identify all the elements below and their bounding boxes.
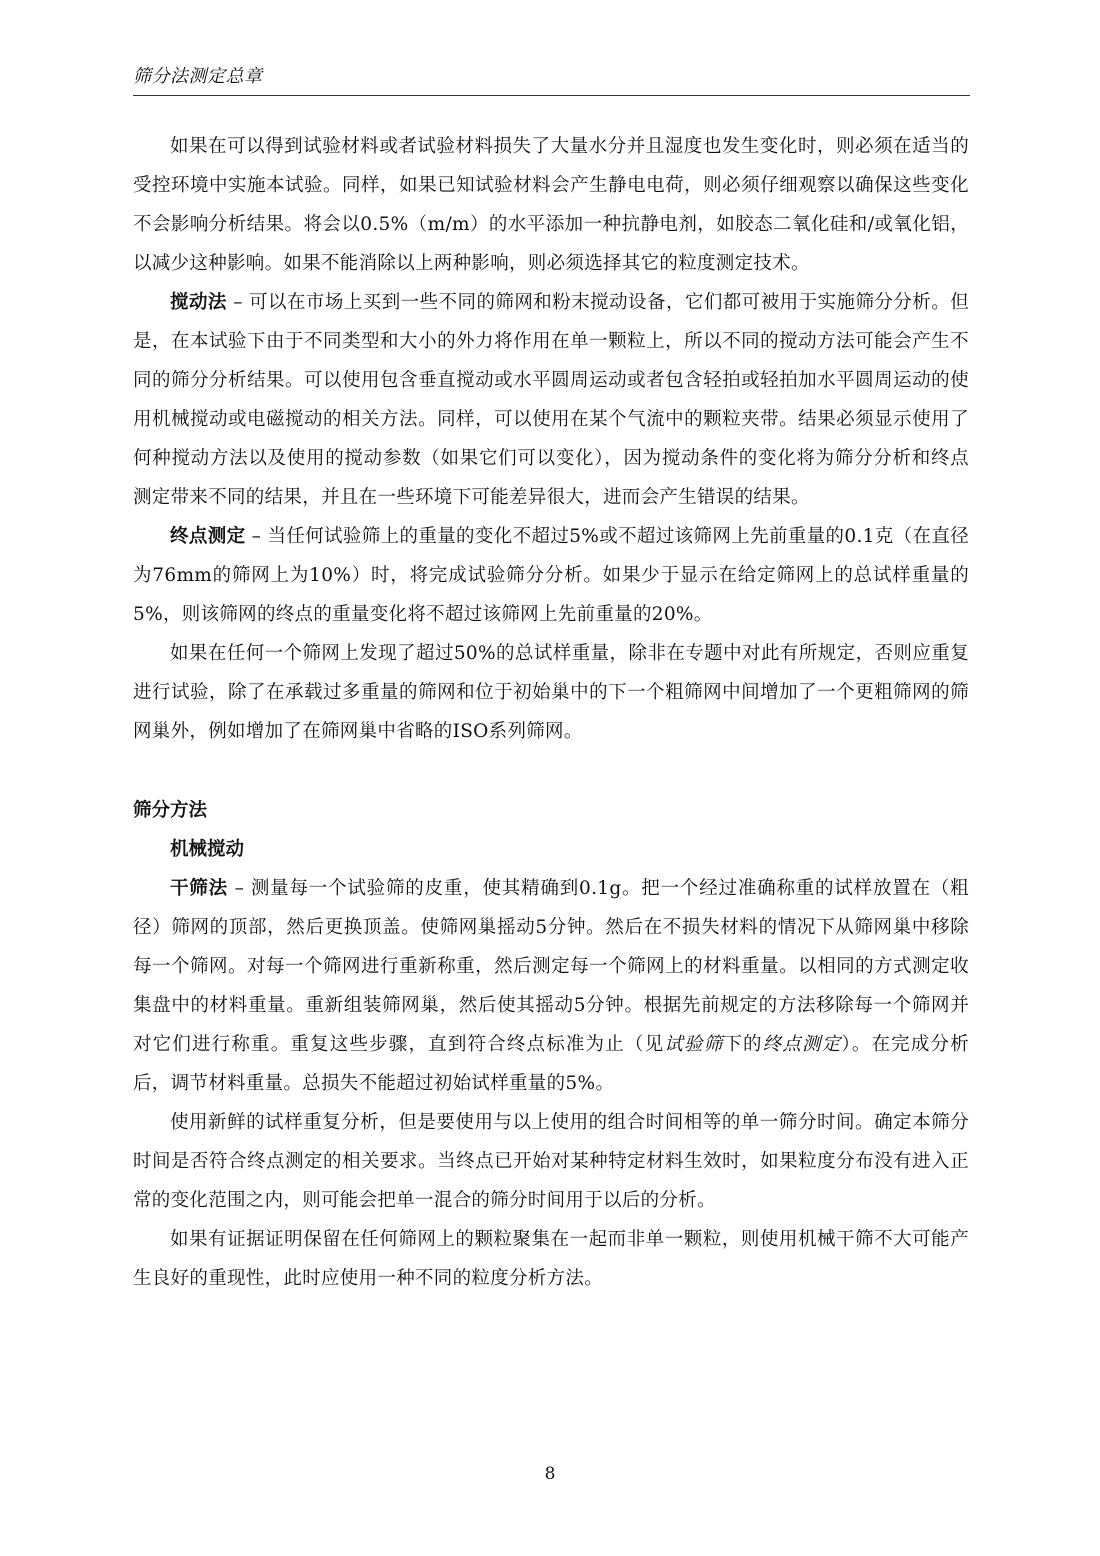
term-agitation: 搅动法 <box>170 292 227 313</box>
page-number: 8 <box>544 1464 556 1484</box>
dry-sieving-text-a: – 测量每一个试验筛的皮重，使其精确到0.1g。把一个经过准确称重的试样放置在（粗径）筛网的顶部，然后更换顶盖。使筛网巢摇动5分钟。然后在不损失材料的情况下从筛网巢中移除每一个筛网。对每一个筛网进行重新称重，然后测定每一个筛网上的材料重量。以相同的方式测定收集盘中的材料重量。重新组装筛网巢，然后使其摇动5分钟。根据先前规定的方法移除每一个筛网并对它们进行称重。重复这些步骤，直到符合终点标准为止（见 <box>133 878 969 1055</box>
paragraph-fresh-sample: 使用新鲜的试样重复分析，但是要使用与以上使用的组合时间相等的单一筛分时间。确定本筛分时间是否符合终点测定的相关要求。当终点已开始对某种特定材料生效时，如果粒度分布没有进入正常的变化范围之内，则可能会把单一混合的筛分时间用于以后的分析。 <box>133 1112 969 1211</box>
dry-sieving-text-c: ）。在完成分析后，调节材料重量。总损失不能超过初始试样重量的5%。 <box>133 1034 970 1094</box>
paragraph-agitation <box>133 283 969 517</box>
term-dry-sieving: 干筛法 <box>170 878 228 899</box>
reference-test-sieves: 试验筛 <box>664 1034 724 1055</box>
document-body <box>133 127 969 1298</box>
term-endpoint: 终点测定 <box>170 526 246 547</box>
paragraph-environment: 如果在可以得到试验材料或者试验材料损失了大量水分并且湿度也发生变化时，则必须在适当的受控环境中实施本试验。同样，如果已知试验材料会产生静电电荷，则必须仔细观察以确保这些变化不会影响分析结果。将会以0.5%（m/m）的水平添加一种抗静电剂，如胶态二氧化硅和/或氧化铝，以减少这种影响。如果不能消除以上两种影响，则必须选择其它的粒度测定技术。 <box>133 136 969 274</box>
section-heading: 筛分方法 <box>133 800 208 821</box>
paragraph-endpoint <box>133 517 969 634</box>
paragraph-dry-sieving <box>133 869 969 1103</box>
endpoint-text: – 当任何试验筛上的重量的变化不超过5%或不超过该筛网上先前重量的0.1克（在直径为76mm的筛网上为10%）时，将完成试验筛分分析。如果少于显示在给定筛网上的总试样重量的5%，则该筛网的终点的重量变化将不超过该筛网上先前重量的20%。 <box>133 526 969 625</box>
agitation-text: – 可以在市场上买到一些不同的筛网和粉末搅动设备，它们都可被用于实施筛分分析。但是，在本试验下由于不同类型和大小的外力将作用在单一颗粒上，所以不同的搅动方法可能会产生不同的筛分分析结果。可以使用包含垂直搅动或水平圆周运动或者包含轻拍或轻拍加水平圆周运动的使用机械搅动或电磁搅动的相关方法。同样，可以使用在某个气流中的颗粒夹带。结果必须显示使用了何种搅动方法以及使用的搅动参数（如果它们可以变化），因为搅动条件的变化将为筛分分析和终点测定带来不同的结果，并且在一些环境下可能差异很大，进而会产生错误的结果。 <box>133 292 969 508</box>
paragraph-agglomeration: 如果有证据证明保留在任何筛网上的颗粒聚集在一起而非单一颗粒，则使用机械干筛不大可能产生良好的重现性，此时应使用一种不同的粒度分析方法。 <box>133 1229 969 1289</box>
dry-sieving-text-b: 下的 <box>723 1034 763 1055</box>
sub-heading: 机械搅动 <box>170 839 245 860</box>
running-header: 筛分法测定总章 <box>133 62 970 96</box>
paragraph-repeat-test: 如果在任何一个筛网上发现了超过50%的总试样重量，除非在专题中对此有所规定，否则应重复进行试验，除了在承载过多重量的筛网和位于初始巢中的下一个粗筛网中间增加了一个更粗筛网的筛网巢外，例如增加了在筛网巢中省略的ISO系列筛网。 <box>133 643 969 742</box>
reference-endpoint: 终点测定 <box>762 1034 842 1055</box>
